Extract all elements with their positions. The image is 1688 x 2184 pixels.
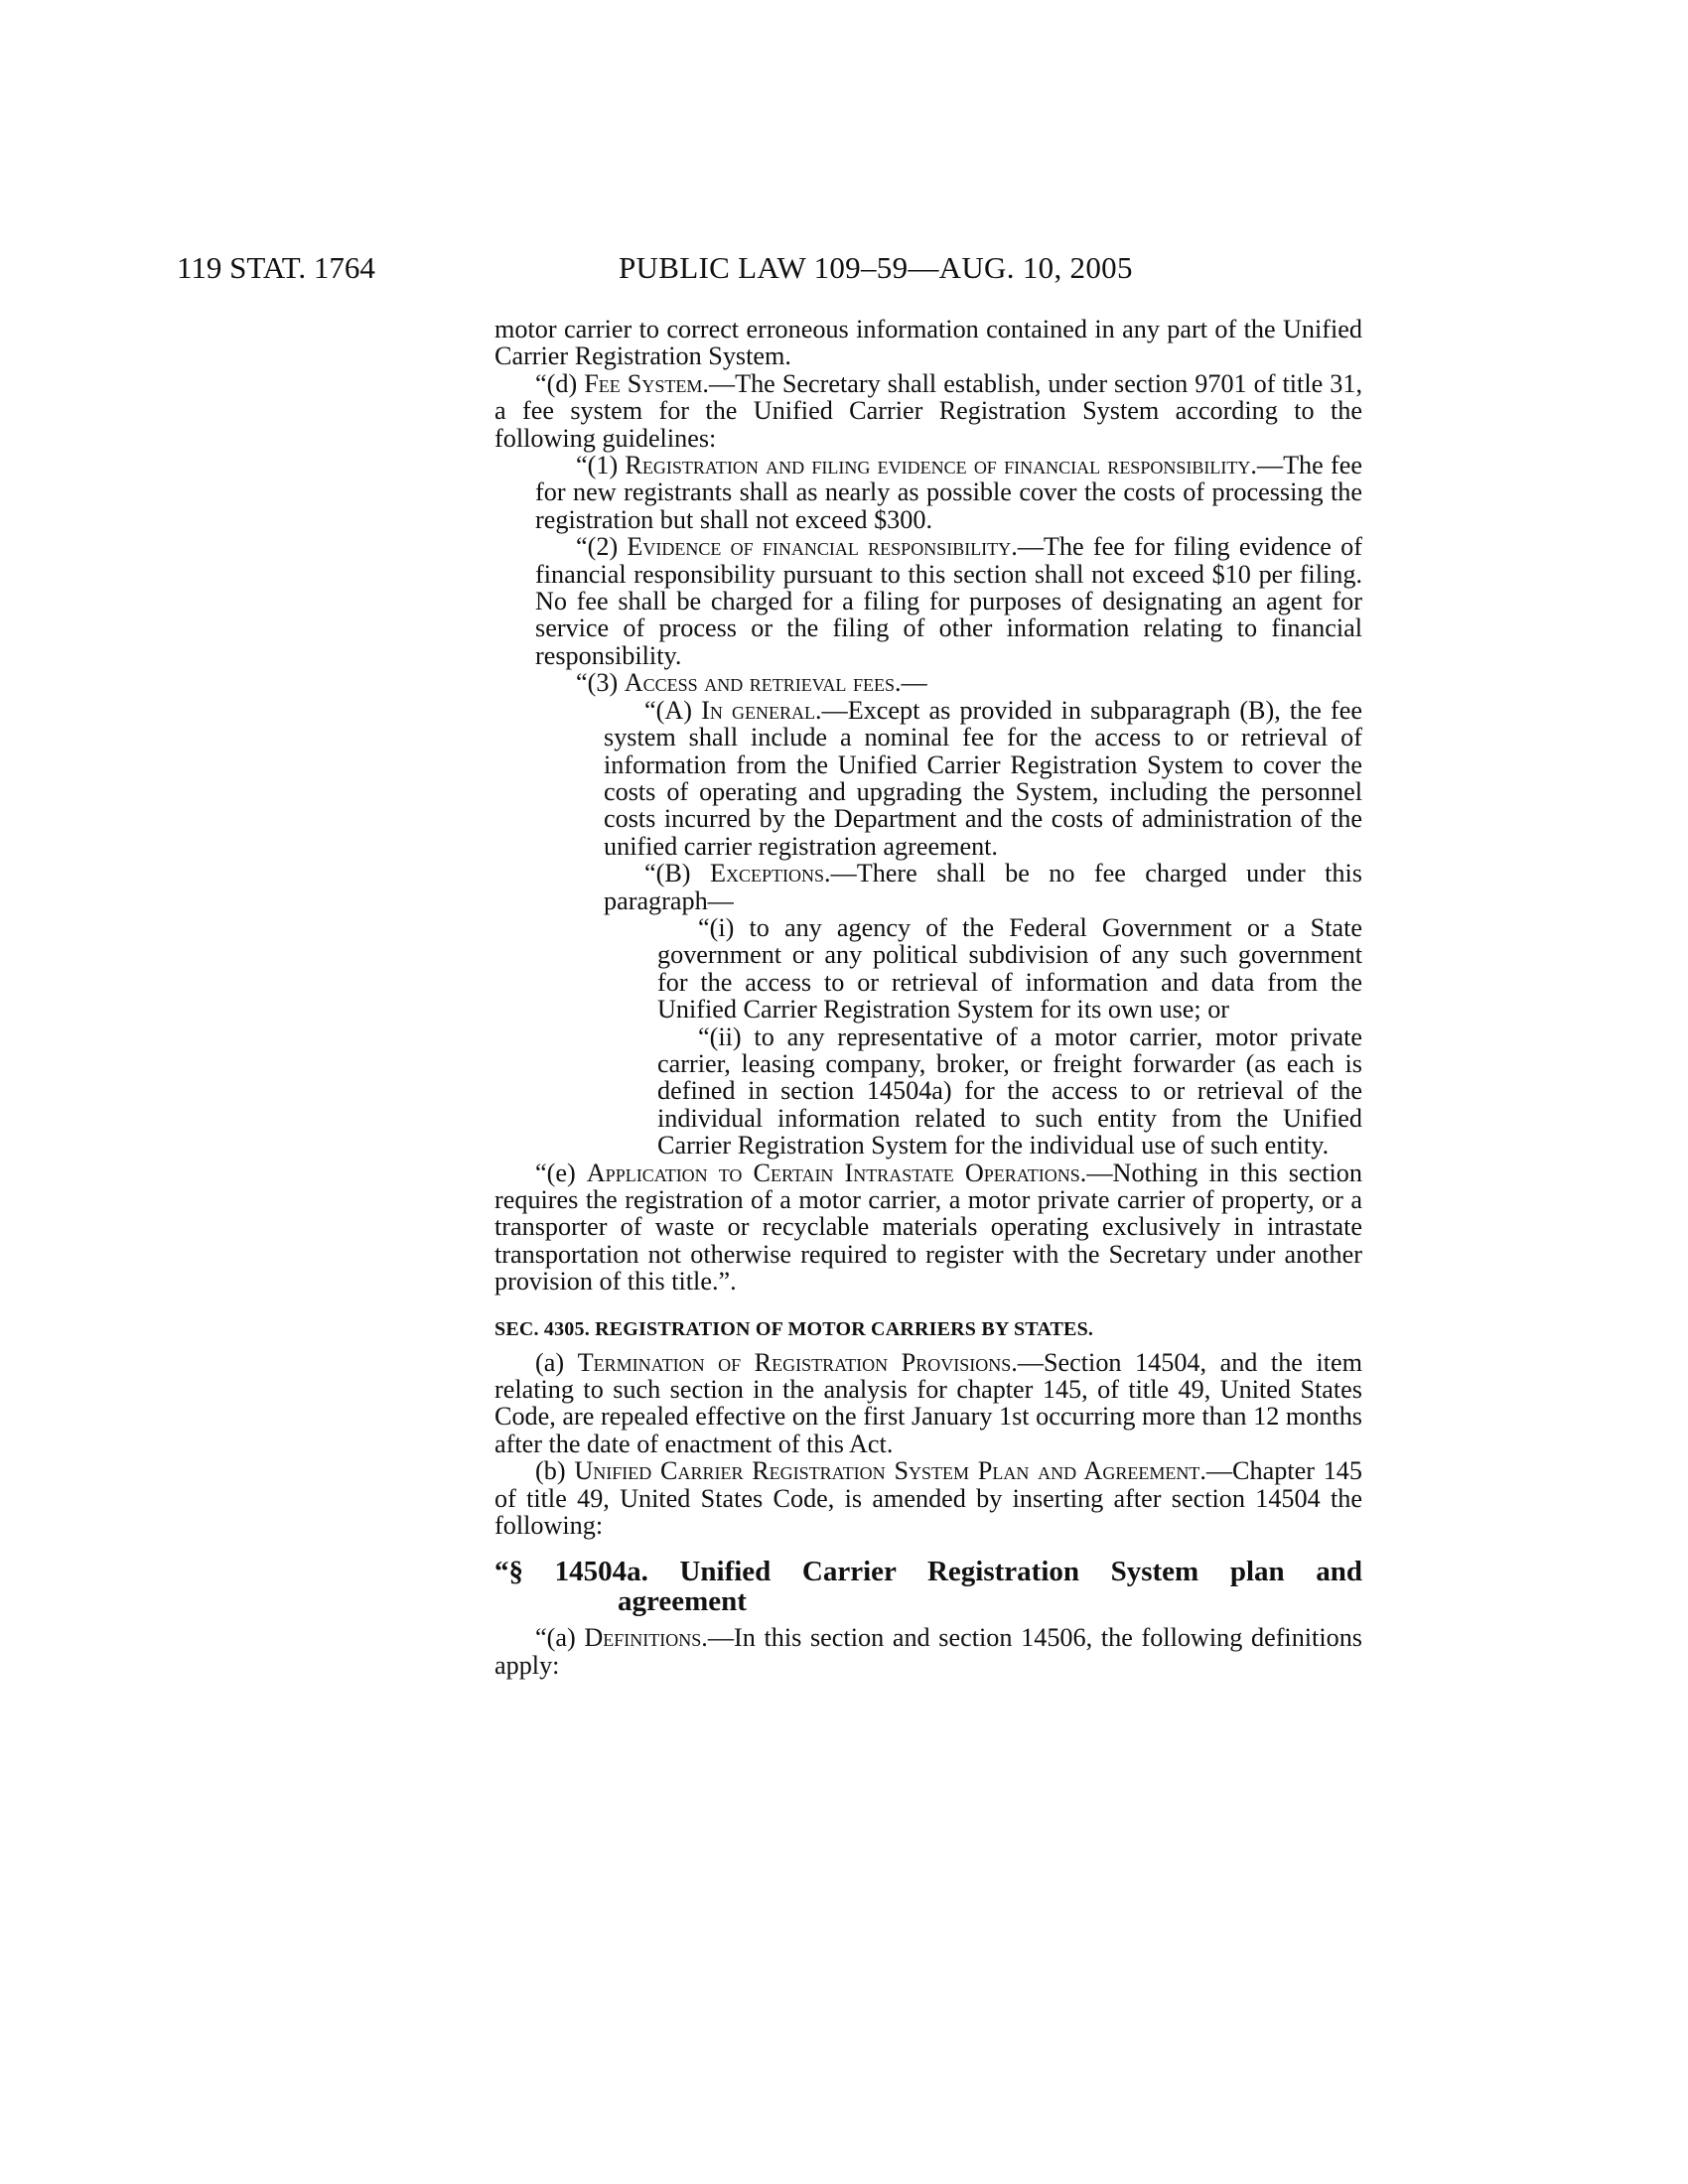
paragraph-access-fees: “(3) Access and retrieval fees.—	[576, 668, 927, 698]
paragraph-exception-i: “(i) to any agency of the Federal Government or a State government or any political subdivision of any such government for the access to or retrieval of information and data from the Unified Carrier Registration System for its own use; or	[657, 912, 1362, 1024]
paragraph-evidence-fee: “(2) Evidence of financial responsibility.—The fee for filing evidence of financial responsibility pursuant to this section shall not exceed $10 per filing. No fee shall be charged for a filing for purposes of designating an agent for service of process or the filing of other information relating to financial responsibility.	[535, 532, 1362, 670]
section-heading-14504a: “§ 14504a. Unified Carrier Registration System plan and agreement	[494, 1556, 1362, 1618]
text-column	[494, 316, 1362, 1679]
paragraph-intrastate: “(e) Application to Certain Intrastate Operations.—Nothing in this section requires the registration of a motor carrier, a motor private carrier of property, or a transporter of waste or recyclable materials operating exclusively in intrastate transportation not otherwise required to register with the Secretary under another provision of this title.”.	[494, 1158, 1362, 1297]
page-header	[0, 250, 1688, 290]
paragraph-registration-fee: “(1) Registration and filing evidence of financial responsibility.—The fee for new registrants shall as nearly as possible cover the costs of processing the registration but shall not exceed $300.	[535, 451, 1362, 534]
running-head-law-title: PUBLIC LAW 109–59—AUG. 10, 2005	[619, 250, 1133, 285]
paragraph-ucr-plan: (b) Unified Carrier Registration System Plan and Agreement.—Chapter 145 of title 49, United States Code, is amended by inserting after section 14504 the following:	[494, 1456, 1362, 1541]
paragraph-exceptions: “(B) Exceptions.—There shall be no fee charged under this paragraph—	[604, 859, 1362, 915]
section-heading-4305: SEC. 4305. REGISTRATION OF MOTOR CARRIERS BY STATES.	[494, 1317, 1094, 1340]
paragraph-exception-ii: “(ii) to any representative of a motor carrier, motor private carrier, leasing company, broker, or freight forwarder (as each is defined in section 14504a) for the access to or retrieval of the individual information related to such entity from the Unified Carrier Registration System for the individual use of such entity.	[657, 1022, 1362, 1160]
stat-page-number: 119 STAT. 1764	[177, 250, 375, 285]
paragraph-definitions: “(a) Definitions.—In this section and section 14506, the following definitions apply:	[494, 1623, 1362, 1680]
paragraph-termination: (a) Termination of Registration Provisions.—Section 14504, and the item relating to such section in the analysis for chapter 145, of title 49, United States Code, are repealed effective on the first January 1st occurring more than 12 months after the date of enactment of this Act.	[494, 1347, 1362, 1458]
paragraph-fee-system: “(d) Fee System.—The Secretary shall establish, under section 9701 of title 31, a fee system for the Unified Carrier Registration System according to the following guidelines:	[494, 368, 1362, 453]
paragraph-in-general: “(A) In general.—Except as provided in subparagraph (B), the fee system shall include a nominal fee for the access to or retrieval of information from the Unified Carrier Registration System to cover the costs of operating and upgrading the System, including the personnel costs incurred by the Department and the costs of administration of the unified carrier registration agreement.	[604, 695, 1362, 861]
paragraph: motor carrier to correct erroneous information contained in any part of the Unified Carrier Registration System.	[494, 315, 1362, 371]
